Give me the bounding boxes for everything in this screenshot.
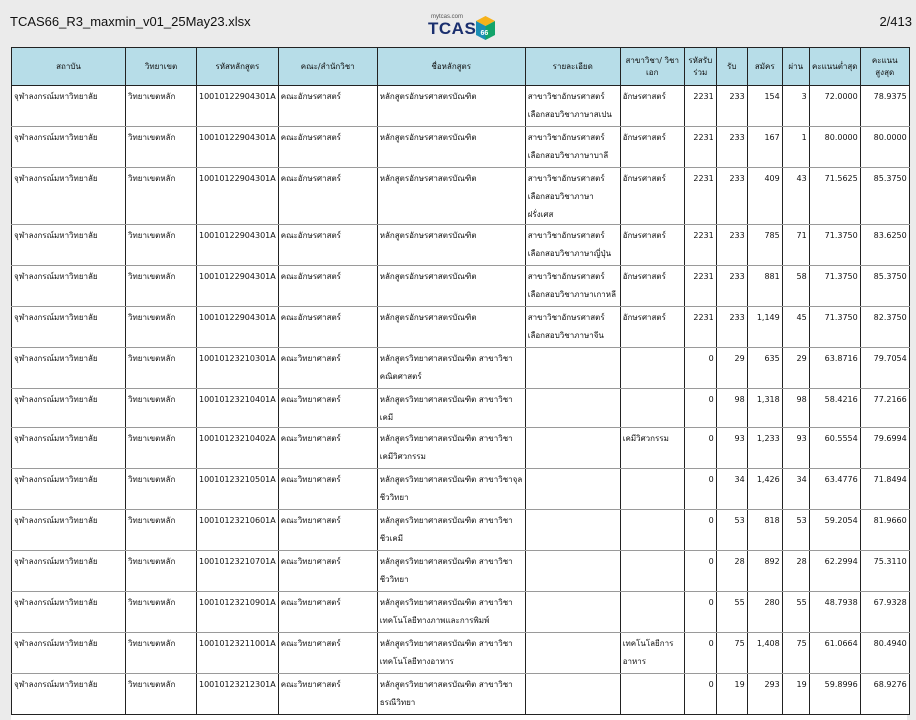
cell-faculty: คณะวิทยาศาสตร์	[278, 551, 377, 592]
cell-inst: จุฬาลงกรณ์มหาวิทยาลัย	[12, 168, 126, 225]
cell-max: 82.3750	[860, 307, 909, 348]
cell-apply: 409	[747, 168, 782, 225]
cell-apply: 1,233	[747, 428, 782, 469]
cell-accept: 55	[716, 592, 747, 633]
table-row	[12, 168, 910, 225]
results-table	[11, 47, 910, 715]
cell-pass: 58	[782, 266, 809, 307]
cell-faculty: คณะวิทยาศาสตร์	[278, 592, 377, 633]
cell-apply: 1,318	[747, 389, 782, 428]
cell-detail: สาขาวิชาอักษรศาสตร์ เลือกสอบวิชาภาษาเกาหลี	[525, 266, 620, 307]
cell-inst: จุฬาลงกรณ์มหาวิทยาลัย	[12, 86, 126, 127]
cell-code: 10010123212301A	[197, 674, 279, 715]
cell-joint: 0	[684, 551, 716, 592]
cell-major	[620, 674, 684, 715]
logo-cube-icon	[476, 16, 495, 40]
cell-code: 10010123210901A	[197, 592, 279, 633]
table-row	[12, 510, 910, 551]
cell-min: 72.0000	[809, 86, 860, 127]
cell-joint: 2231	[684, 127, 716, 168]
cell-code: 10010123210402A	[197, 428, 279, 469]
cell-program: หลักสูตรวิทยาศาสตรบัณฑิต สาขาวิชาเคมี	[377, 389, 525, 428]
cell-apply: 1,426	[747, 469, 782, 510]
cell-max: 78.9375	[860, 86, 909, 127]
cell-campus: วิทยาเขตหลัก	[126, 168, 197, 225]
cell-campus: วิทยาเขตหลัก	[126, 428, 197, 469]
cell-inst: จุฬาลงกรณ์มหาวิทยาลัย	[12, 266, 126, 307]
cell-inst: จุฬาลงกรณ์มหาวิทยาลัย	[12, 428, 126, 469]
cell-pass: 71	[782, 225, 809, 266]
cell-faculty: คณะอักษรศาสตร์	[278, 168, 377, 225]
cell-max: 79.7054	[860, 348, 909, 389]
cell-major	[620, 592, 684, 633]
cell-pass: 75	[782, 633, 809, 674]
cell-faculty: คณะวิทยาศาสตร์	[278, 348, 377, 389]
cell-program: หลักสูตรอักษรศาสตรบัณฑิต	[377, 225, 525, 266]
cell-detail: สาขาวิชาอักษรศาสตร์ เลือกสอบวิชาภาษาจีน	[525, 307, 620, 348]
cell-accept: 98	[716, 389, 747, 428]
cell-campus: วิทยาเขตหลัก	[126, 510, 197, 551]
cell-joint: 0	[684, 348, 716, 389]
cell-program: หลักสูตรวิทยาศาสตรบัณฑิต สาขาวิชาเทคโนโลยีทางภาพและการพิมพ์	[377, 592, 525, 633]
cell-code: 10010123210401A	[197, 389, 279, 428]
cell-apply: 154	[747, 86, 782, 127]
cell-faculty: คณะอักษรศาสตร์	[278, 127, 377, 168]
cell-major: อักษรศาสตร์	[620, 168, 684, 225]
cell-code: 10010123211001A	[197, 633, 279, 674]
cell-accept: 233	[716, 168, 747, 225]
cell-program: หลักสูตรอักษรศาสตรบัณฑิต	[377, 127, 525, 168]
cell-max: 81.9660	[860, 510, 909, 551]
cell-joint: 0	[684, 674, 716, 715]
cell-campus: วิทยาเขตหลัก	[126, 86, 197, 127]
cell-joint: 2231	[684, 86, 716, 127]
cell-pass: 55	[782, 592, 809, 633]
column-header: สถาบัน	[12, 48, 126, 86]
cell-inst: จุฬาลงกรณ์มหาวิทยาลัย	[12, 307, 126, 348]
cell-joint: 0	[684, 633, 716, 674]
cell-pass: 29	[782, 348, 809, 389]
cell-faculty: คณะวิทยาศาสตร์	[278, 674, 377, 715]
cell-program: หลักสูตรวิทยาศาสตรบัณฑิต สาขาวิชาจุลชีววิทยา	[377, 469, 525, 510]
cell-accept: 233	[716, 225, 747, 266]
cell-faculty: คณะอักษรศาสตร์	[278, 86, 377, 127]
cell-min: 61.0664	[809, 633, 860, 674]
cell-max: 79.6994	[860, 428, 909, 469]
cell-apply: 892	[747, 551, 782, 592]
cell-major: อักษรศาสตร์	[620, 86, 684, 127]
cell-accept: 233	[716, 307, 747, 348]
column-header: คะแนนต่ำสุด	[809, 48, 860, 86]
column-header: คะแนนสูงสุด	[860, 48, 909, 86]
cell-joint: 0	[684, 389, 716, 428]
cell-pass: 19	[782, 674, 809, 715]
cell-detail: สาขาวิชาอักษรศาสตร์ เลือกสอบวิชาภาษาบาลี	[525, 127, 620, 168]
table-row	[12, 266, 910, 307]
title-bar	[0, 0, 916, 44]
cell-accept: 28	[716, 551, 747, 592]
cell-accept: 93	[716, 428, 747, 469]
cell-pass: 3	[782, 86, 809, 127]
cell-detail	[525, 633, 620, 674]
cell-detail	[525, 469, 620, 510]
cell-faculty: คณะวิทยาศาสตร์	[278, 633, 377, 674]
cell-min: 71.5625	[809, 168, 860, 225]
cell-campus: วิทยาเขตหลัก	[126, 551, 197, 592]
cell-max: 80.4940	[860, 633, 909, 674]
cell-max: 85.3750	[860, 168, 909, 225]
cell-faculty: คณะวิทยาศาสตร์	[278, 510, 377, 551]
cell-min: 63.4776	[809, 469, 860, 510]
cell-max: 67.9328	[860, 592, 909, 633]
table-row	[12, 633, 910, 674]
cell-joint: 0	[684, 428, 716, 469]
cell-apply: 785	[747, 225, 782, 266]
column-header: ชื่อหลักสูตร	[377, 48, 525, 86]
cell-detail	[525, 551, 620, 592]
cell-inst: จุฬาลงกรณ์มหาวิทยาลัย	[12, 469, 126, 510]
column-header: วิทยาเขต	[126, 48, 197, 86]
table-row	[12, 551, 910, 592]
cell-accept: 53	[716, 510, 747, 551]
cell-campus: วิทยาเขตหลัก	[126, 674, 197, 715]
cell-joint: 2231	[684, 266, 716, 307]
cell-campus: วิทยาเขตหลัก	[126, 225, 197, 266]
logo-badge: 66	[480, 30, 489, 37]
cell-inst: จุฬาลงกรณ์มหาวิทยาลัย	[12, 633, 126, 674]
cell-inst: จุฬาลงกรณ์มหาวิทยาลัย	[12, 592, 126, 633]
cell-program: หลักสูตรวิทยาศาสตรบัณฑิต สาขาวิชาชีวเคมี	[377, 510, 525, 551]
cell-inst: จุฬาลงกรณ์มหาวิทยาลัย	[12, 127, 126, 168]
cell-inst: จุฬาลงกรณ์มหาวิทยาลัย	[12, 348, 126, 389]
cell-pass: 34	[782, 469, 809, 510]
cell-joint: 0	[684, 469, 716, 510]
cell-code: 10010122904301A	[197, 266, 279, 307]
cell-faculty: คณะวิทยาศาสตร์	[278, 428, 377, 469]
cell-apply: 280	[747, 592, 782, 633]
column-header: ผ่าน	[782, 48, 809, 86]
cell-min: 71.3750	[809, 266, 860, 307]
table-row	[12, 348, 910, 389]
cell-major: อักษรศาสตร์	[620, 127, 684, 168]
cell-campus: วิทยาเขตหลัก	[126, 266, 197, 307]
cell-faculty: คณะอักษรศาสตร์	[278, 266, 377, 307]
table-row	[12, 225, 910, 266]
cell-joint: 2231	[684, 307, 716, 348]
file-name: TCAS66_R3_maxmin_v01_25May23.xlsx	[10, 14, 251, 29]
cell-campus: วิทยาเขตหลัก	[126, 592, 197, 633]
cell-min: 80.0000	[809, 127, 860, 168]
cell-max: 80.0000	[860, 127, 909, 168]
cell-faculty: คณะอักษรศาสตร์	[278, 225, 377, 266]
logo-small-text: mytcas.com	[431, 14, 464, 20]
column-header: รหัสรับร่วม	[684, 48, 716, 86]
cell-detail: สาขาวิชาอักษรศาสตร์ เลือกสอบวิชาภาษาญี่ปุ่น	[525, 225, 620, 266]
cell-min: 59.8996	[809, 674, 860, 715]
cell-program: หลักสูตรวิทยาศาสตรบัณฑิต สาขาวิชาชีววิทยา	[377, 551, 525, 592]
table-row	[12, 127, 910, 168]
cell-joint: 2231	[684, 225, 716, 266]
cell-code: 10010122904301A	[197, 86, 279, 127]
column-header: สาขาวิชา/ วิชาเอก	[620, 48, 684, 86]
table-body	[12, 86, 910, 715]
cell-major	[620, 469, 684, 510]
cell-max: 75.3110	[860, 551, 909, 592]
cell-pass: 43	[782, 168, 809, 225]
cell-faculty: คณะอักษรศาสตร์	[278, 307, 377, 348]
cell-accept: 75	[716, 633, 747, 674]
table-row	[12, 389, 910, 428]
cell-program: หลักสูตรวิทยาศาสตรบัณฑิต สาขาวิชาธรณีวิทยา	[377, 674, 525, 715]
cell-apply: 167	[747, 127, 782, 168]
column-header: รับ	[716, 48, 747, 86]
table-row	[12, 307, 910, 348]
cell-campus: วิทยาเขตหลัก	[126, 307, 197, 348]
cell-inst: จุฬาลงกรณ์มหาวิทยาลัย	[12, 389, 126, 428]
cell-apply: 1,408	[747, 633, 782, 674]
cell-min: 63.8716	[809, 348, 860, 389]
cell-apply: 818	[747, 510, 782, 551]
cell-major: อักษรศาสตร์	[620, 225, 684, 266]
cell-pass: 93	[782, 428, 809, 469]
cell-code: 10010123210301A	[197, 348, 279, 389]
cell-accept: 233	[716, 266, 747, 307]
cell-detail	[525, 592, 620, 633]
cell-detail	[525, 674, 620, 715]
cell-inst: จุฬาลงกรณ์มหาวิทยาลัย	[12, 225, 126, 266]
cell-detail: สาขาวิชาอักษรศาสตร์ เลือกสอบวิชาภาษาสเปน	[525, 86, 620, 127]
cell-min: 60.5554	[809, 428, 860, 469]
column-header: รายละเอียด	[525, 48, 620, 86]
cell-program: หลักสูตรวิทยาศาสตรบัณฑิต สาขาวิชาคณิตศาสตร์	[377, 348, 525, 389]
cell-code: 10010122904301A	[197, 307, 279, 348]
cell-min: 59.2054	[809, 510, 860, 551]
cell-accept: 233	[716, 127, 747, 168]
cell-min: 71.3750	[809, 307, 860, 348]
table-row	[12, 469, 910, 510]
cell-code: 10010122904301A	[197, 168, 279, 225]
cell-major: อักษรศาสตร์	[620, 307, 684, 348]
cell-detail	[525, 389, 620, 428]
cell-apply: 1,149	[747, 307, 782, 348]
cell-program: หลักสูตรวิทยาศาสตรบัณฑิต สาขาวิชาเทคโนโลยีทางอาหาร	[377, 633, 525, 674]
cell-min: 58.4216	[809, 389, 860, 428]
cell-accept: 233	[716, 86, 747, 127]
cell-apply: 881	[747, 266, 782, 307]
cell-accept: 29	[716, 348, 747, 389]
cell-detail	[525, 428, 620, 469]
cell-max: 71.8494	[860, 469, 909, 510]
cell-code: 10010123210501A	[197, 469, 279, 510]
column-header: รหัสหลักสูตร	[197, 48, 279, 86]
cell-pass: 98	[782, 389, 809, 428]
cell-code: 10010122904301A	[197, 127, 279, 168]
cell-code: 10010123210701A	[197, 551, 279, 592]
cell-program: หลักสูตรอักษรศาสตรบัณฑิต	[377, 86, 525, 127]
cell-faculty: คณะวิทยาศาสตร์	[278, 389, 377, 428]
cell-inst: จุฬาลงกรณ์มหาวิทยาลัย	[12, 510, 126, 551]
cell-pass: 45	[782, 307, 809, 348]
cell-program: หลักสูตรอักษรศาสตรบัณฑิต	[377, 266, 525, 307]
table-row	[12, 592, 910, 633]
logo-text: TCAS	[428, 19, 477, 38]
cell-campus: วิทยาเขตหลัก	[126, 348, 197, 389]
page-number: 2/413	[879, 14, 912, 29]
table-row	[12, 674, 910, 715]
cell-detail	[525, 510, 620, 551]
column-header: สมัคร	[747, 48, 782, 86]
cell-major	[620, 348, 684, 389]
cell-major	[620, 551, 684, 592]
cell-min: 48.7938	[809, 592, 860, 633]
cell-pass: 28	[782, 551, 809, 592]
cell-inst: จุฬาลงกรณ์มหาวิทยาลัย	[12, 674, 126, 715]
cell-joint: 0	[684, 592, 716, 633]
cell-campus: วิทยาเขตหลัก	[126, 469, 197, 510]
cell-program: หลักสูตรอักษรศาสตรบัณฑิต	[377, 307, 525, 348]
cell-min: 71.3750	[809, 225, 860, 266]
cell-major: อักษรศาสตร์	[620, 266, 684, 307]
cell-inst: จุฬาลงกรณ์มหาวิทยาลัย	[12, 551, 126, 592]
cell-apply: 293	[747, 674, 782, 715]
cell-joint: 0	[684, 510, 716, 551]
cell-major	[620, 389, 684, 428]
cell-detail: สาขาวิชาอักษรศาสตร์ เลือกสอบวิชาภาษาฝรั่งเศส	[525, 168, 620, 225]
cell-major: เคมีวิศวกรรม	[620, 428, 684, 469]
cell-min: 62.2994	[809, 551, 860, 592]
cell-joint: 2231	[684, 168, 716, 225]
cell-campus: วิทยาเขตหลัก	[126, 389, 197, 428]
cell-pass: 1	[782, 127, 809, 168]
cell-max: 85.3750	[860, 266, 909, 307]
cell-faculty: คณะวิทยาศาสตร์	[278, 469, 377, 510]
cell-campus: วิทยาเขตหลัก	[126, 127, 197, 168]
cell-max: 68.9276	[860, 674, 909, 715]
cell-major	[620, 510, 684, 551]
cell-campus: วิทยาเขตหลัก	[126, 633, 197, 674]
column-header: คณะ/สำนักวิชา	[278, 48, 377, 86]
table-row	[12, 86, 910, 127]
cell-major: เทคโนโลยีการอาหาร	[620, 633, 684, 674]
cell-max: 83.6250	[860, 225, 909, 266]
table-header-row	[12, 48, 910, 86]
cell-program: หลักสูตรวิทยาศาสตรบัณฑิต สาขาวิชาเคมีวิศวกรรม	[377, 428, 525, 469]
cell-code: 10010123210601A	[197, 510, 279, 551]
cell-code: 10010122904301A	[197, 225, 279, 266]
cell-apply: 635	[747, 348, 782, 389]
table-row	[12, 428, 910, 469]
tcas-logo	[428, 14, 500, 44]
cell-program: หลักสูตรอักษรศาสตรบัณฑิต	[377, 168, 525, 225]
cell-accept: 19	[716, 674, 747, 715]
cell-pass: 53	[782, 510, 809, 551]
cell-accept: 34	[716, 469, 747, 510]
cell-detail	[525, 348, 620, 389]
cell-max: 77.2166	[860, 389, 909, 428]
